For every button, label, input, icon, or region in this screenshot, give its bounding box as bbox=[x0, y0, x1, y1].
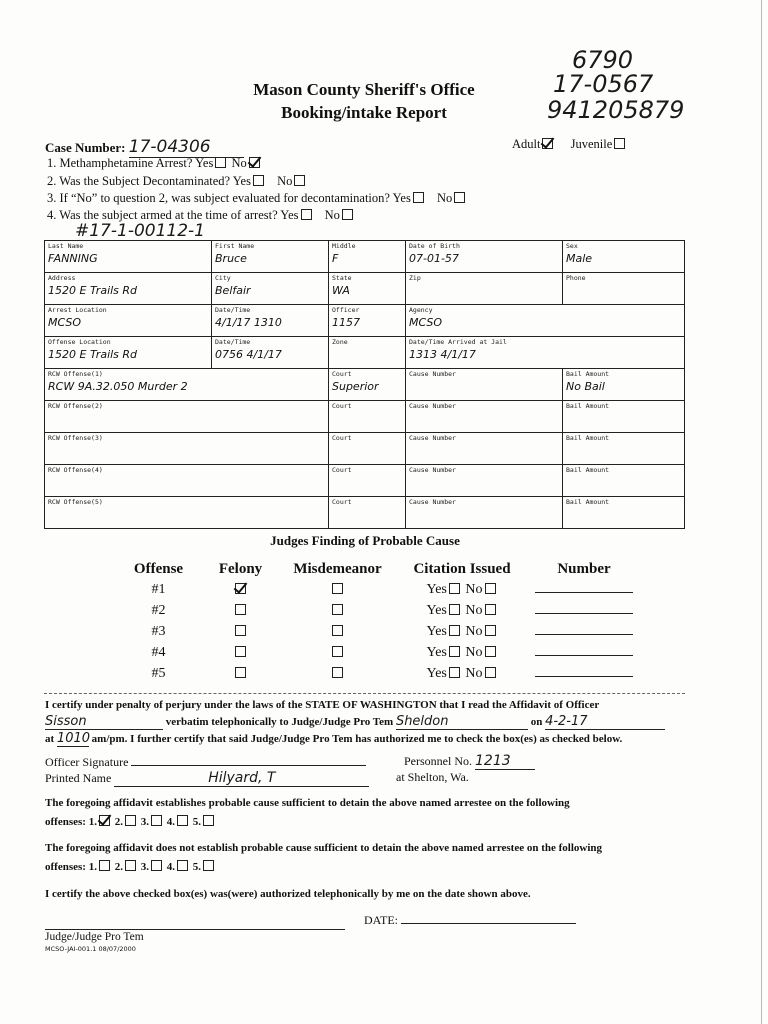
dob-label: Date of Birth bbox=[409, 242, 460, 250]
arrest-location-label: Arrest Location bbox=[48, 306, 107, 314]
officer-cell bbox=[329, 305, 406, 337]
cause-4-label: Cause Number bbox=[409, 466, 456, 474]
does-not-offense-2-checkbox[interactable] bbox=[125, 860, 136, 871]
question-2 bbox=[47, 174, 307, 189]
court-2-cell bbox=[329, 401, 406, 433]
phone-cell bbox=[563, 273, 685, 305]
pc-yes-2-checkbox[interactable] bbox=[449, 604, 460, 615]
first-name-cell bbox=[212, 241, 329, 273]
adult-checkbox[interactable] bbox=[542, 138, 553, 149]
pc-header-number: Number bbox=[557, 561, 611, 577]
pc-felony-2-checkbox[interactable] bbox=[235, 604, 246, 615]
middle-value: F bbox=[332, 252, 339, 265]
question-2-yes-checkbox[interactable] bbox=[253, 175, 264, 186]
arrived-cell bbox=[406, 337, 685, 369]
offense-3-cell bbox=[45, 433, 329, 465]
first-name-label: First Name bbox=[215, 242, 255, 250]
page-edge bbox=[761, 0, 762, 1024]
bail-2-cell bbox=[563, 401, 685, 433]
city-value: Belfair bbox=[215, 284, 251, 297]
pc-yes-4: Yes bbox=[426, 644, 447, 660]
bail-1-cell bbox=[563, 369, 685, 401]
question-3-no: No bbox=[436, 191, 453, 205]
handwritten-note-1: 6790 bbox=[572, 46, 634, 74]
signed-location: at Shelton, Wa. bbox=[396, 770, 469, 784]
pc-no-2: No bbox=[465, 602, 483, 618]
zone-label: Zone bbox=[332, 338, 348, 346]
cause-5-cell bbox=[406, 497, 563, 529]
pc-no-4: No bbox=[465, 644, 483, 660]
bail-1-value: No Bail bbox=[566, 380, 605, 393]
certify-date: 4-2-17 bbox=[545, 714, 665, 730]
printed-name-row bbox=[45, 770, 369, 787]
question-3-yes: Yes bbox=[392, 191, 411, 205]
personnel-row bbox=[404, 753, 535, 770]
offense-location-label: Offense Location bbox=[48, 338, 111, 346]
sex-cell bbox=[563, 241, 685, 273]
arrest-datetime-value: 4/1/17 1310 bbox=[215, 316, 282, 329]
cause-1-cell bbox=[406, 369, 563, 401]
bail-4-label: Bail Amount bbox=[566, 466, 610, 474]
pc-felony-1-checkbox[interactable] bbox=[235, 583, 246, 594]
printed-name-value: Hilyard, T bbox=[114, 770, 369, 787]
bail-4-cell bbox=[563, 465, 685, 497]
question-1-no: No bbox=[231, 156, 247, 170]
offense-1-label: RCW Offense(1) bbox=[48, 370, 103, 378]
pc-number-1[interactable] bbox=[535, 592, 633, 593]
pc-yes-3-checkbox[interactable] bbox=[449, 625, 460, 636]
officer-signature-field[interactable] bbox=[131, 765, 366, 766]
agency-value: MCSO bbox=[409, 316, 443, 329]
offense-row bbox=[45, 433, 685, 465]
question-4-yes-checkbox[interactable] bbox=[301, 209, 312, 220]
pc-misdemeanor-2-checkbox[interactable] bbox=[332, 604, 343, 615]
booking-number: #17-1-00112-1 bbox=[75, 221, 205, 241]
pc-misdemeanor-1-checkbox[interactable] bbox=[332, 583, 343, 594]
certify-line-2 bbox=[45, 714, 705, 730]
question-3-yes-checkbox[interactable] bbox=[413, 192, 424, 203]
pc-felony-5-checkbox[interactable] bbox=[235, 667, 246, 678]
certify-at-label: at bbox=[45, 733, 55, 745]
pc-no-3: No bbox=[465, 623, 483, 639]
section-divider bbox=[44, 693, 685, 694]
offense-5-cell bbox=[45, 497, 329, 529]
pc-no-4-checkbox[interactable] bbox=[485, 646, 496, 657]
establishes-offenses-label: offenses: bbox=[45, 816, 86, 828]
zip-cell bbox=[406, 273, 563, 305]
pc-offense-5: #5 bbox=[151, 665, 166, 681]
pc-no-5: No bbox=[465, 665, 483, 681]
pc-yes-5: Yes bbox=[426, 665, 447, 681]
pc-yes-1: Yes bbox=[426, 581, 447, 597]
phone-label: Phone bbox=[566, 274, 586, 282]
handwritten-note-3: 941205879 bbox=[547, 96, 685, 124]
case-number-row bbox=[45, 137, 244, 158]
certify-verbatim-text: verbatim telephonically to Judge/Judge Pro Tem bbox=[165, 716, 394, 728]
city-cell bbox=[212, 273, 329, 305]
dob-value: 07-01-57 bbox=[409, 252, 459, 265]
establishes-offense-3-checkbox[interactable] bbox=[151, 815, 162, 826]
pc-misdemeanor-4-checkbox[interactable] bbox=[332, 646, 343, 657]
arrest-location-value: MCSO bbox=[48, 316, 82, 329]
court-5-label: Court bbox=[332, 498, 352, 506]
pc-yes-3: Yes bbox=[426, 623, 447, 639]
does-not-offense-5-checkbox[interactable] bbox=[203, 860, 214, 871]
state-value: WA bbox=[332, 284, 350, 297]
pc-header-offense: Offense bbox=[133, 561, 184, 577]
question-1-text: 1. Methamphetamine Arrest? bbox=[47, 156, 193, 170]
pc-header-misdemeanor: Misdemeanor bbox=[293, 561, 382, 577]
bail-5-cell bbox=[563, 497, 685, 529]
last-name-cell bbox=[45, 241, 212, 273]
affidavit-establishes-offenses: offenses: 1. 2. 3. 4. 5. bbox=[45, 815, 216, 828]
zip-label: Zip bbox=[409, 274, 421, 282]
officer-label: Officer bbox=[332, 306, 360, 314]
sex-value: Male bbox=[566, 252, 593, 265]
certify-on-label: on bbox=[530, 716, 543, 728]
address-cell bbox=[45, 273, 212, 305]
pc-yes-1-checkbox[interactable] bbox=[449, 583, 460, 594]
printed-name-label: Printed Name bbox=[45, 771, 112, 785]
offense-4-cell bbox=[45, 465, 329, 497]
date-label: DATE: bbox=[364, 913, 398, 927]
judge-label: Judge/Judge Pro Tem bbox=[45, 931, 144, 943]
question-3 bbox=[47, 191, 467, 206]
handwritten-note-2: 17-0567 bbox=[553, 70, 654, 98]
bail-5-label: Bail Amount bbox=[566, 498, 610, 506]
officer-value: 1157 bbox=[332, 316, 360, 329]
question-1-yes: Yes bbox=[195, 156, 214, 170]
question-2-yes: Yes bbox=[232, 174, 251, 188]
probable-cause-title: Judges Finding of Probable Cause bbox=[270, 533, 460, 548]
personnel-label: Personnel No. bbox=[404, 754, 472, 768]
offense-1-value: RCW 9A.32.050 Murder 2 bbox=[48, 380, 188, 393]
question-2-no-checkbox[interactable] bbox=[294, 175, 305, 186]
cause-1-label: Cause Number bbox=[409, 370, 456, 378]
question-1 bbox=[47, 156, 262, 171]
offense-row bbox=[45, 465, 685, 497]
pc-number-4[interactable] bbox=[535, 655, 633, 656]
certify-line-1: I certify under penalty of perjury under the laws of the STATE OF WASHINGTON that I read the Affidavit of Officer bbox=[45, 699, 600, 711]
does-not-offenses-label: offenses: bbox=[45, 861, 86, 873]
court-4-label: Court bbox=[332, 466, 352, 474]
offense-3-label: RCW Offense(3) bbox=[48, 434, 103, 442]
cause-2-cell bbox=[406, 401, 563, 433]
question-2-no: No bbox=[277, 174, 293, 188]
bail-3-cell bbox=[563, 433, 685, 465]
judge-signature-field[interactable] bbox=[45, 915, 345, 930]
report-title-line2: Booking/intake Report bbox=[281, 103, 447, 122]
question-1-no-checkbox[interactable] bbox=[249, 157, 260, 168]
probable-cause-table bbox=[115, 560, 640, 684]
establishes-offense-5-checkbox[interactable] bbox=[203, 815, 214, 826]
date-row bbox=[364, 913, 576, 928]
adult-label: Adult bbox=[512, 137, 541, 151]
court-4-cell bbox=[329, 465, 406, 497]
juvenile-label: Juvenile bbox=[570, 137, 613, 151]
form-number: MCSO-JAI-001.1 08/07/2000 bbox=[45, 945, 136, 953]
question-4-no-checkbox[interactable] bbox=[342, 209, 353, 220]
cause-5-label: Cause Number bbox=[409, 498, 456, 506]
state-label: State bbox=[332, 274, 352, 282]
offense-row bbox=[45, 497, 685, 529]
question-3-text: 3. If “No” to question 2, was subject evaluated for decontamination? bbox=[47, 191, 390, 205]
affidavit-does-not-offenses: offenses: 1. 2. 3. 4. 5. bbox=[45, 860, 216, 873]
pc-misdemeanor-5-checkbox[interactable] bbox=[332, 667, 343, 678]
pc-felony-3-checkbox[interactable] bbox=[235, 625, 246, 636]
state-cell bbox=[329, 273, 406, 305]
report-title-line1: Mason County Sheriff's Office bbox=[253, 80, 475, 99]
court-3-cell bbox=[329, 433, 406, 465]
pc-felony-4-checkbox[interactable] bbox=[235, 646, 246, 657]
pc-misdemeanor-3-checkbox[interactable] bbox=[332, 625, 343, 636]
offense-row bbox=[45, 369, 685, 401]
question-1-yes-checkbox[interactable] bbox=[215, 157, 226, 168]
juvenile-checkbox[interactable] bbox=[614, 138, 625, 149]
offense-location-value: 1520 E Trails Rd bbox=[48, 348, 138, 361]
middle-cell bbox=[329, 241, 406, 273]
last-name-label: Last Name bbox=[48, 242, 84, 250]
affidavit-establishes-text: The foregoing affidavit establishes probable cause sufficient to detain the above named arrestee on the following bbox=[45, 797, 570, 809]
establishes-offense-1-checkbox[interactable] bbox=[99, 815, 110, 826]
bail-3-label: Bail Amount bbox=[566, 434, 610, 442]
does-not-offense-3-checkbox[interactable] bbox=[151, 860, 162, 871]
arrest-datetime-cell bbox=[212, 305, 329, 337]
establishes-offense-2-checkbox[interactable] bbox=[125, 815, 136, 826]
first-name-value: Bruce bbox=[215, 252, 247, 265]
cause-3-cell bbox=[406, 433, 563, 465]
court-1-value: Superior bbox=[332, 380, 379, 393]
does-not-offense-4-checkbox[interactable] bbox=[177, 860, 188, 871]
pc-yes-2: Yes bbox=[426, 602, 447, 618]
court-3-label: Court bbox=[332, 434, 352, 442]
agency-label: Agency bbox=[409, 306, 433, 314]
pc-no-5-checkbox[interactable] bbox=[485, 667, 496, 678]
pc-header-citation: Citation Issued bbox=[413, 561, 511, 577]
case-number-value: 17-04306 bbox=[129, 137, 244, 158]
sex-label: Sex bbox=[566, 242, 578, 250]
pc-number-2[interactable] bbox=[535, 613, 633, 614]
pc-header-felony: Felony bbox=[218, 561, 263, 577]
question-3-no-checkbox[interactable] bbox=[454, 192, 465, 203]
agency-cell bbox=[406, 305, 685, 337]
question-4-no: No bbox=[324, 208, 340, 222]
certify-checked-boxes-text: I certify the above checked box(es) was(were) authorized telephonically by me on the date shown above. bbox=[45, 888, 531, 900]
dob-cell bbox=[406, 241, 563, 273]
case-number-label: Case Number: bbox=[45, 140, 126, 155]
offense-datetime-label: Date/Time bbox=[215, 338, 251, 346]
officer-signature-row bbox=[45, 755, 366, 770]
address-value: 1520 E Trails Rd bbox=[48, 284, 138, 297]
offense-datetime-value: 0756 4/1/17 bbox=[215, 348, 282, 361]
pc-offense-3: #3 bbox=[151, 623, 166, 639]
pc-offense-4: #4 bbox=[151, 644, 166, 660]
cause-3-label: Cause Number bbox=[409, 434, 456, 442]
offense-2-cell bbox=[45, 401, 329, 433]
offense-location-cell bbox=[45, 337, 212, 369]
court-5-cell bbox=[329, 497, 406, 529]
pc-yes-4-checkbox[interactable] bbox=[449, 646, 460, 657]
question-4-yes: Yes bbox=[280, 208, 299, 222]
pc-offense-1: #1 bbox=[151, 581, 166, 597]
arrived-value: 1313 4/1/17 bbox=[409, 348, 476, 361]
cause-2-label: Cause Number bbox=[409, 402, 456, 410]
arrived-label: Date/Time Arrived at Jail bbox=[409, 338, 507, 346]
certify-officer-name: Sisson bbox=[45, 714, 163, 730]
pc-no-1: No bbox=[465, 581, 483, 597]
pc-offense-2: #2 bbox=[151, 602, 166, 618]
offense-5-label: RCW Offense(5) bbox=[48, 498, 103, 506]
last-name-value: FANNING bbox=[48, 252, 98, 265]
bail-2-label: Bail Amount bbox=[566, 402, 610, 410]
zone-cell bbox=[329, 337, 406, 369]
cause-4-cell bbox=[406, 465, 563, 497]
offense-4-label: RCW Offense(4) bbox=[48, 466, 103, 474]
pc-yes-5-checkbox[interactable] bbox=[449, 667, 460, 678]
arrest-location-cell bbox=[45, 305, 212, 337]
offense-datetime-cell bbox=[212, 337, 329, 369]
officer-signature-label: Officer Signature bbox=[45, 755, 129, 769]
pc-number-5[interactable] bbox=[535, 676, 633, 677]
arrest-datetime-label: Date/Time bbox=[215, 306, 251, 314]
city-label: City bbox=[215, 274, 231, 282]
question-2-text: 2. Was the Subject Decontaminated? bbox=[47, 174, 231, 188]
bail-1-label: Bail Amount bbox=[566, 370, 610, 378]
offense-2-label: RCW Offense(2) bbox=[48, 402, 103, 410]
court-1-label: Court bbox=[332, 370, 352, 378]
certify-ampm-text: am/pm. I further certify that said Judge/Judge Pro Tem has authorized me to check the box(es) as checked below. bbox=[91, 733, 623, 745]
booking-grid bbox=[44, 240, 685, 529]
pc-number-3[interactable] bbox=[535, 634, 633, 635]
middle-label: Middle bbox=[332, 242, 356, 250]
question-4-text: 4. Was the subject armed at the time of arrest? bbox=[47, 208, 278, 222]
address-label: Address bbox=[48, 274, 76, 282]
age-class-row bbox=[512, 137, 627, 152]
offense-1-cell bbox=[45, 369, 329, 401]
pc-no-1-checkbox[interactable] bbox=[485, 583, 496, 594]
court-2-label: Court bbox=[332, 402, 352, 410]
personnel-value: 1213 bbox=[475, 753, 535, 770]
pc-no-3-checkbox[interactable] bbox=[485, 625, 496, 636]
certify-time: 1010 bbox=[56, 731, 91, 746]
offense-row bbox=[45, 401, 685, 433]
affidavit-does-not-text: The foregoing affidavit does not establish probable cause sufficient to detain the above named arrestee on the following bbox=[45, 842, 603, 854]
pc-no-2-checkbox[interactable] bbox=[485, 604, 496, 615]
court-1-cell bbox=[329, 369, 406, 401]
establishes-offense-4-checkbox[interactable] bbox=[177, 815, 188, 826]
certify-line-3 bbox=[45, 731, 705, 747]
does-not-offense-1-checkbox[interactable] bbox=[99, 860, 110, 871]
date-field[interactable] bbox=[401, 923, 576, 924]
certify-judge-name: Sheldon bbox=[396, 714, 528, 730]
